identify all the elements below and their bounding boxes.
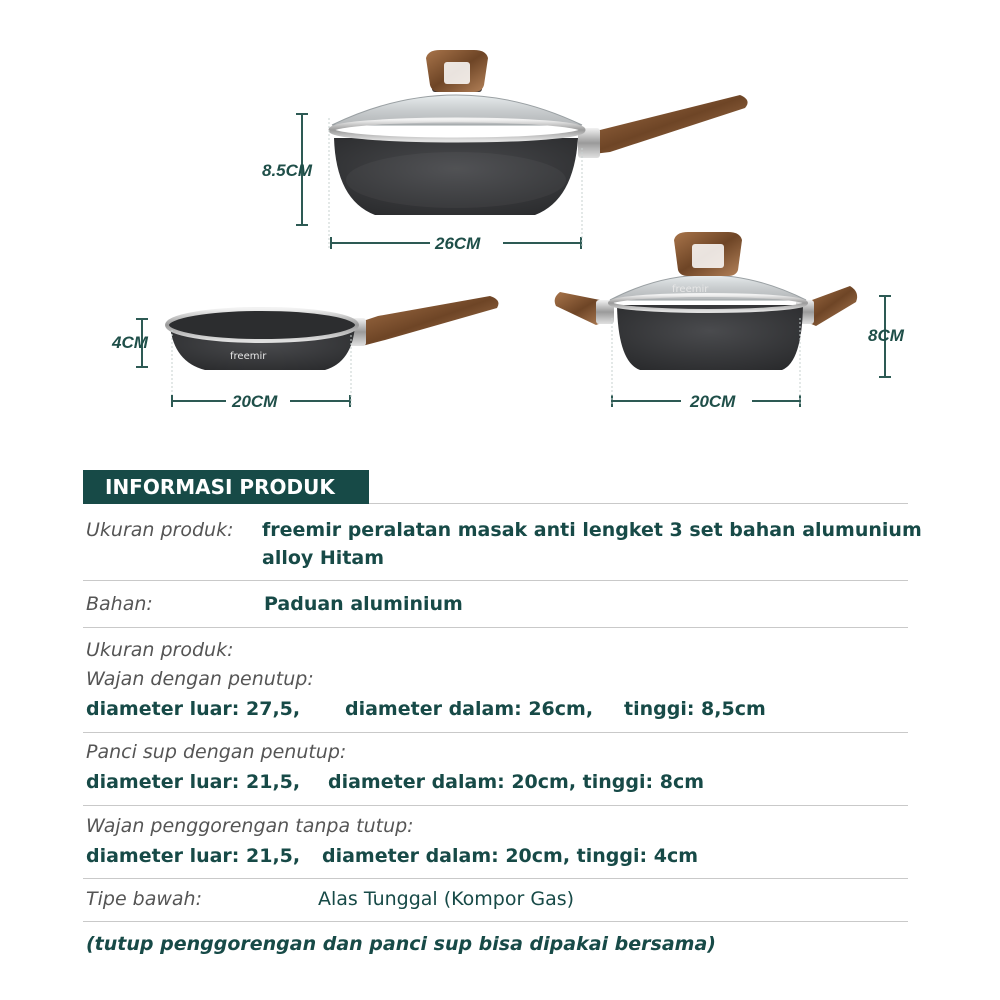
fry-outer: diameter luar: 21,5, (86, 845, 301, 867)
info-header: INFORMASI PRODUK (83, 470, 369, 504)
material-value: Paduan aluminium (264, 593, 463, 615)
pot-height-label: 8CM (868, 326, 904, 345)
pot-body (617, 305, 803, 370)
divider (83, 805, 908, 806)
pot-brand-text: freemir (672, 284, 709, 295)
product-name-line1: freemir peralatan masak anti lengket 3 set bahan alumunium (262, 519, 922, 541)
fry-inner: diameter dalam: 20cm, tinggi: 4cm (322, 845, 699, 867)
fry-rim (167, 309, 357, 341)
wok-outer: diameter luar: 27,5, (86, 698, 301, 720)
compatibility-note: (tutup penggorengan dan panci sup bisa dipakai bersama) (86, 933, 716, 955)
divider (83, 627, 908, 628)
divider (83, 921, 908, 922)
product-name-line2: alloy Hitam (262, 547, 385, 569)
fry-brand-text: freemir (230, 351, 267, 362)
divider (83, 580, 908, 581)
product-size-label: Ukuran produk: (86, 519, 234, 541)
soup-label: Panci sup dengan penutup: (86, 741, 347, 763)
divider (83, 878, 908, 879)
wok-handle (585, 95, 748, 155)
fry-height-dimension (136, 318, 172, 405)
wok-with-lid (331, 50, 748, 215)
wok-inner: diameter dalam: 26cm, (345, 698, 594, 720)
fry-label: Wajan penggorengan tanpa tutup: (86, 815, 414, 837)
divider (83, 732, 908, 733)
wok-height-label: 8.5CM (262, 161, 313, 180)
sizes-label: Ukuran produk: (86, 639, 234, 661)
material-label: Bahan: (86, 593, 153, 615)
wok-height: tinggi: 8,5cm (624, 698, 766, 720)
cookware-illustration (0, 0, 1000, 440)
soup-pot (555, 232, 857, 370)
soup-outer: diameter luar: 21,5, (86, 771, 301, 793)
wok-label: Wajan dengan penutup: (86, 668, 314, 690)
header-divider (369, 503, 908, 504)
bottom-value: Alas Tunggal (Kompor Gas) (318, 888, 575, 910)
wok-diameter-label: 26CM (435, 234, 481, 253)
fry-height-label: 4CM (112, 333, 148, 352)
soup-inner: diameter dalam: 20cm, tinggi: 8cm (328, 771, 705, 793)
pot-diameter-label: 20CM (690, 392, 736, 411)
fry-handle (360, 296, 498, 346)
fry-diameter-label: 20CM (232, 392, 278, 411)
frying-pan (167, 296, 498, 370)
bottom-label: Tipe bawah: (86, 888, 203, 910)
